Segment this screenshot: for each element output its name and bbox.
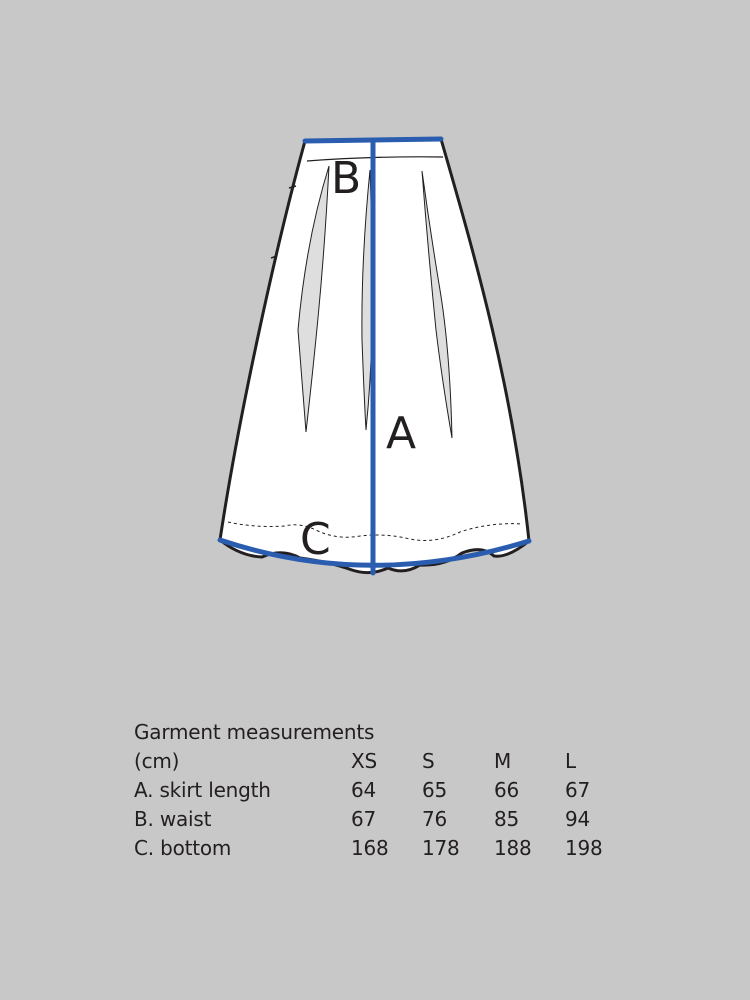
row-label: A. skirt length <box>134 778 271 802</box>
value-cell: 64 <box>351 778 377 802</box>
label-a: A <box>386 408 417 459</box>
value-cell: 66 <box>494 778 520 802</box>
value-cell: 198 <box>565 836 603 860</box>
size-header-l: L <box>565 749 576 773</box>
value-cell: 67 <box>351 807 377 831</box>
value-cell: 168 <box>351 836 389 860</box>
size-header-s: S <box>422 749 435 773</box>
row-label: C. bottom <box>134 836 232 860</box>
value-cell: 76 <box>422 807 448 831</box>
label-b: B <box>331 153 362 204</box>
table-title: Garment measurements <box>134 720 375 744</box>
unit-label: (cm) <box>134 749 180 773</box>
size-header-xs: XS <box>351 749 377 773</box>
value-cell: 188 <box>494 836 532 860</box>
value-cell: 178 <box>422 836 460 860</box>
size-header-m: M <box>494 749 512 773</box>
label-c: C <box>300 514 331 565</box>
value-cell: 65 <box>422 778 448 802</box>
value-cell: 67 <box>565 778 591 802</box>
value-cell: 94 <box>565 807 591 831</box>
row-label: B. waist <box>134 807 212 831</box>
value-cell: 85 <box>494 807 520 831</box>
